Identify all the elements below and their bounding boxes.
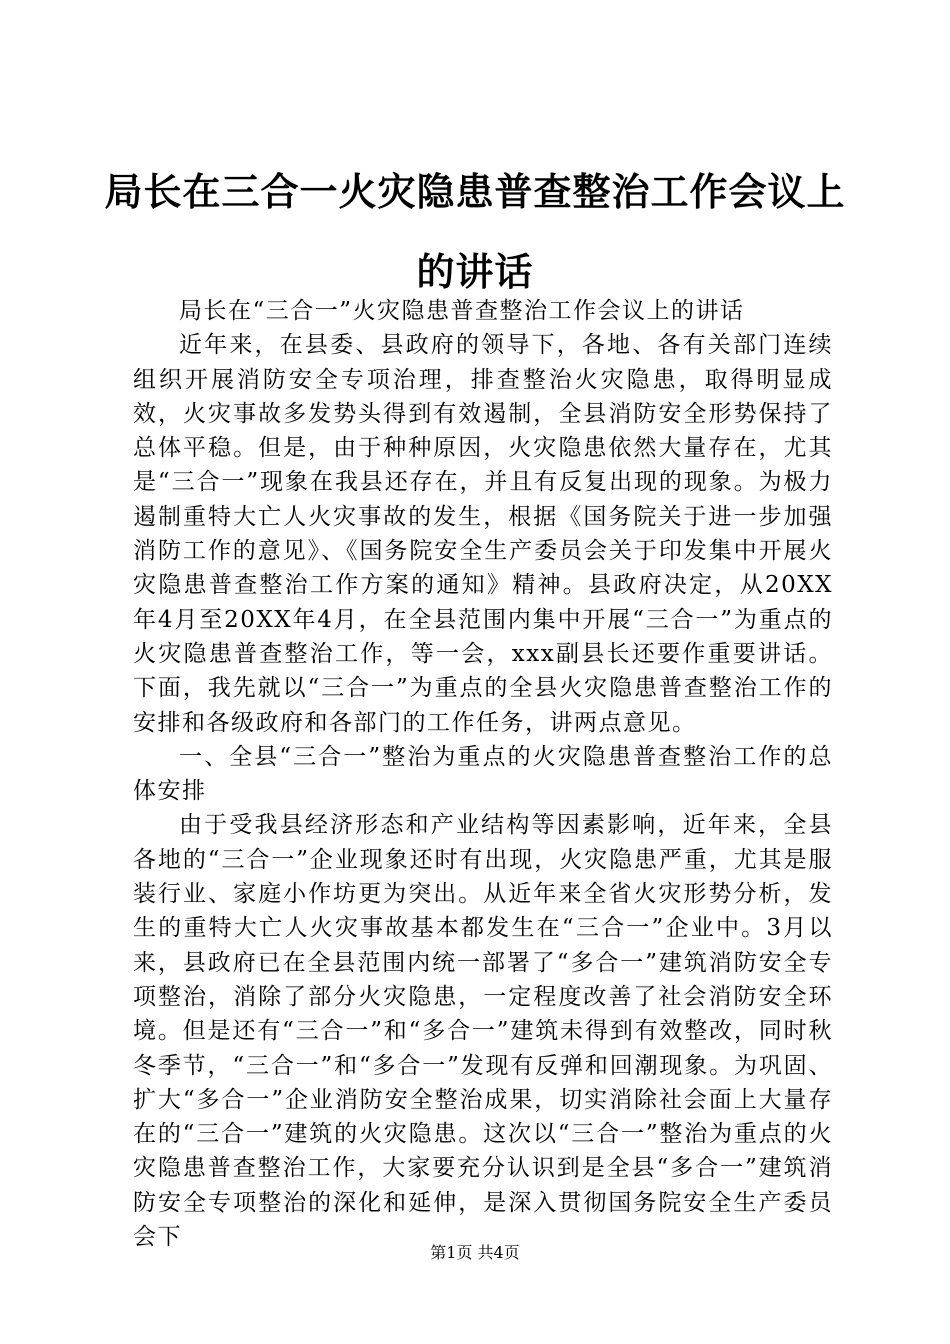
body-paragraph: 近年来，在县委、县政府的领导下，各地、各有关部门连续组织开展消防安全专项治理，排查整治火灾隐患，取得明显成效，火灾事故多发势头得到有效遏制，全县消防安全形势保持了总体平稳。但是，由于种种原因，火灾隐患依然大量存在，尤其是“三合一”现象在我县还存在，并且有反复出现的现象。为极力遏制重特大亡人火灾事故的发生，根据《国务院关于进一步加强消防工作的意见》、《国务院安全生产委员会关于印发集中开展火灾隐患普查整治工作方案的通知》精神。县政府决定，从20XX年4月至20XX年4月，在全县范围内集中开展“三合一”为重点的火灾隐患普查整治工作，等一会，xxx副县长还要作重要讲话。下面，我先就以“三合一”为重点的全县火灾隐患普查整治工作的安排和各级政府和各部门的工作任务，讲两点意见。 bbox=[133, 332, 833, 736]
section-heading: 一、全县“三合一”整治为重点的火灾隐患普查整治工作的总体安排 bbox=[133, 743, 833, 805]
body-paragraph: 由于受我县经济形态和产业结构等因素影响，近年来，全县各地的“三合一”企业现象还时有出现，火灾隐患严重，尤其是服装行业、家庭小作坊更为突出。从近年来全省火灾形势分析，发生的重特大亡人火灾事故基本都发生在“三合一”企业中。3月以来，县政府已在全县范围内统一部署了“多合一”建筑消防安全专项整治，消除了部分火灾隐患，一定程度改善了社会消防安全环境。但是还有“三合一”和“多合一”建筑未得到有效整改，同时秋冬季节，“三合一”和“多合一”发现有反弹和回潮现象。为巩固、扩大“多合一”企业消防安全整治成果，切实消除社会面上大量存在的“三合一”建筑的火灾隐患。这次以“三合一”整治为重点的火灾隐患普查整治工作，大家要充分认识到是全县“多合一”建筑消防安全专项整治的深化和延伸，是深入贯彻国务院安全生产委员会下 bbox=[133, 812, 833, 1251]
subtitle-paragraph: 局长在“三合一”火灾隐患普查整治工作会议上的讲话 bbox=[179, 298, 745, 324]
document-title: 局长在三合一火灾隐患普查整治工作会议上的讲话 bbox=[104, 169, 846, 294]
page-number: 第1页 共4页 bbox=[430, 1243, 520, 1262]
document-body bbox=[133, 294, 833, 1254]
